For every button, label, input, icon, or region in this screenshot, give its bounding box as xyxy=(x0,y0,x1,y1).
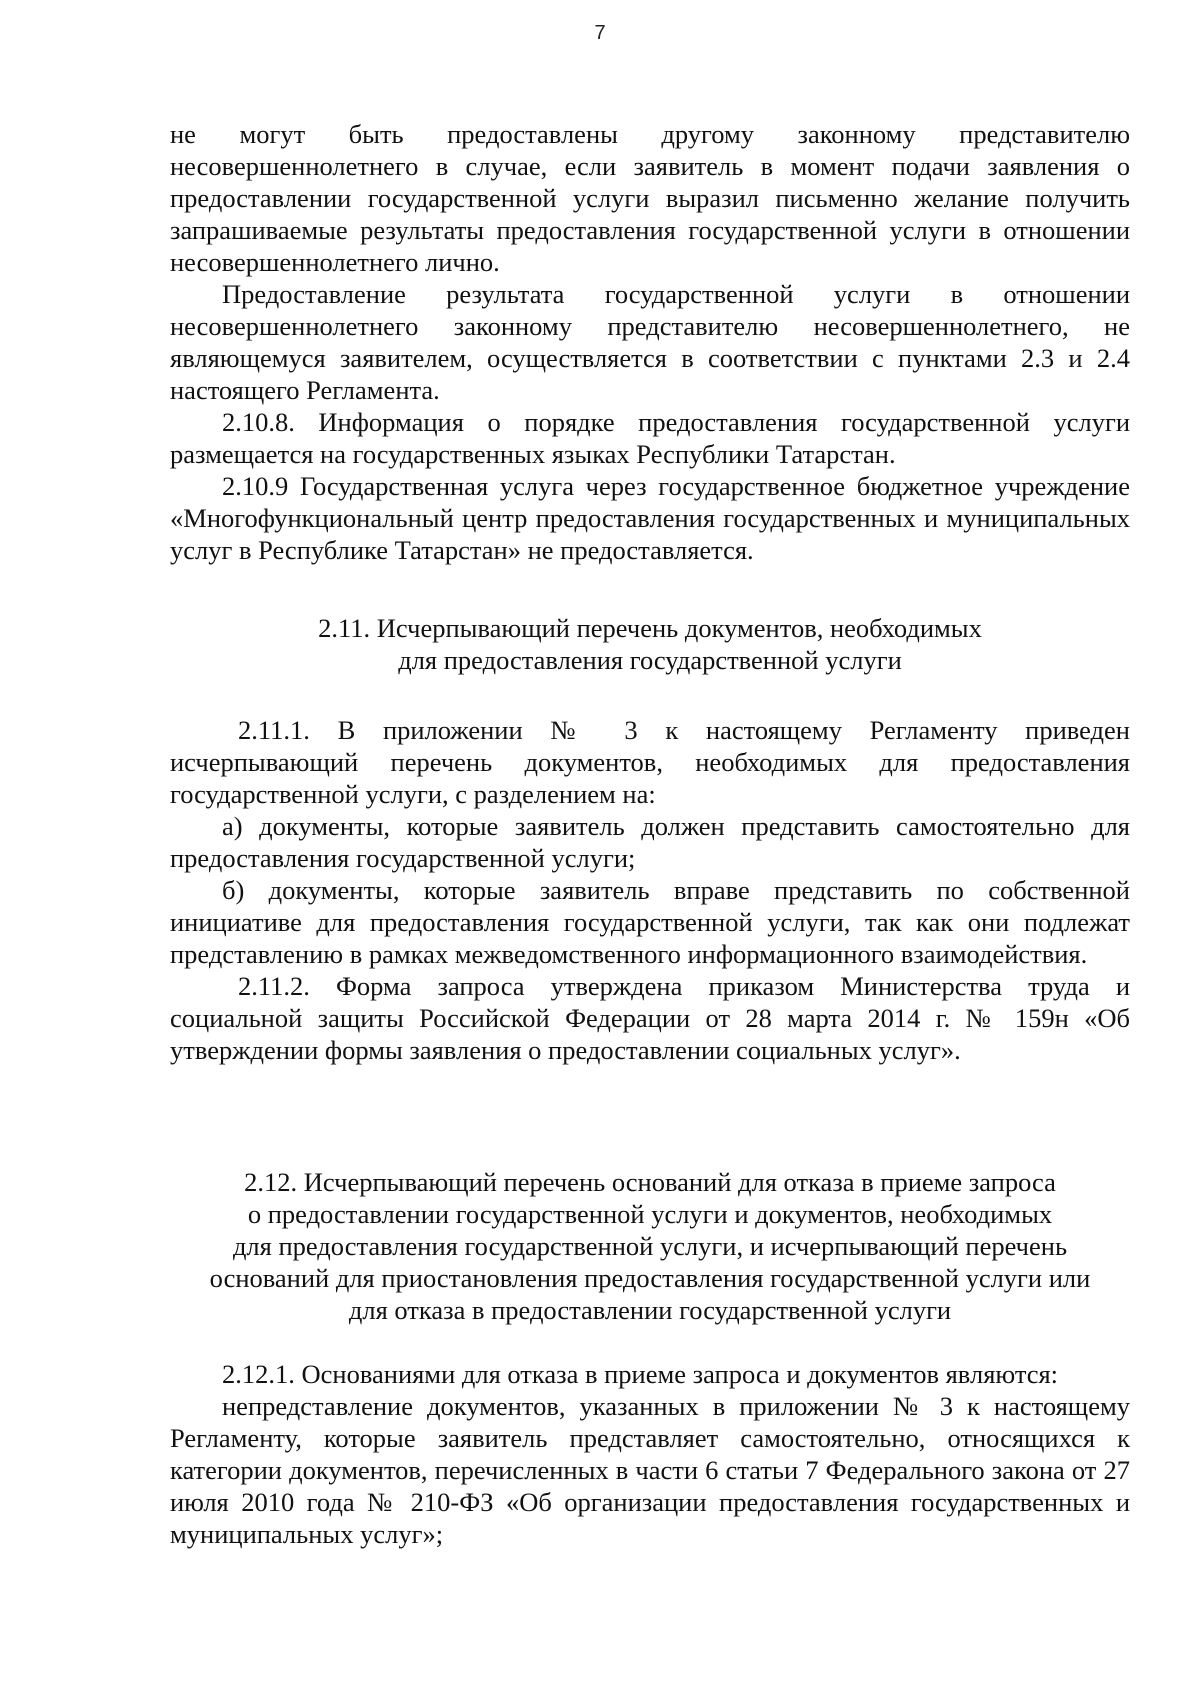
heading-line: 2.12. Исчерпывающий перечень оснований для отказа в приеме запроса xyxy=(244,1167,1056,1197)
heading-line: для предоставления государственной услуги, и исчерпывающий перечень xyxy=(232,1231,1068,1261)
text-block-2-11 xyxy=(170,714,1130,1066)
paragraph-2-12-1: 2.12.1. Основаниями для отказа в приеме запроса и документов являются: xyxy=(222,1359,1059,1389)
heading-line: для предоставления государственной услуги xyxy=(398,645,902,675)
text-block-2-12 xyxy=(170,1358,1130,1550)
paragraph-result-provision: Предоставление результата государственной услуги в отношении несовершеннолетнего законному представителю несовершеннолетнего, не являющемуся заявителем, осуществляется в соответствии с пунктами 2.3 и 2.4 настоящего Регламента. xyxy=(170,279,1130,405)
section-heading-2-12 xyxy=(170,1166,1130,1326)
heading-line: о предоставлении государственной услуги и документов, необходимых xyxy=(247,1199,1053,1229)
paragraph-item-b: б) документы, которые заявитель вправе представить по собственной инициативе для предоставления государственной услуги, так как они подлежат представлению в рамках межведомственного информационного взаимодействия. xyxy=(170,875,1130,969)
paragraph-2-10-9: 2.10.9 Государственная услуга через государственное бюджетное учреждение «Многофункциональный центр предоставления государственных и муниципальных услуг в Республике Татарстан» не предоставляется. xyxy=(170,471,1130,565)
text-block-2-10 xyxy=(170,118,1130,566)
paragraph-continuation: не могут быть предоставлены другому законному представителю несовершеннолетнего в случае, если заявитель в момент подачи заявления о предоставлении государственной услуги выразил письменно желание получить запрашиваемые результаты предоставления государственной услуги в отношении несовершеннолетнего лично. xyxy=(170,119,1130,277)
section-heading-2-11 xyxy=(170,612,1130,676)
paragraph-item-a: а) документы, которые заявитель должен представить самостоятельно для предоставления государственной услуги; xyxy=(170,811,1130,873)
paragraph-2-11-1: 2.11.1. В приложении № 3 к настоящему Регламенту приведен исчерпывающий перечень документов, необходимых для предоставления государственной услуги, с разделением на: xyxy=(170,715,1130,809)
heading-line: оснований для приостановления предоставления государственной услуги или xyxy=(209,1263,1091,1293)
heading-line: 2.11. Исчерпывающий перечень документов, необходимых xyxy=(318,613,982,643)
paragraph-2-10-8: 2.10.8. Информация о порядке предоставления государственной услуги размещается на государственных языках Республики Татарстан. xyxy=(170,407,1130,469)
heading-line: для отказа в предоставлении государственной услуги xyxy=(348,1295,952,1325)
page-number: 7 xyxy=(594,22,606,44)
paragraph-refusal-ground: непредставление документов, указанных в приложении № 3 к настоящему Регламенту, которые заявитель представляет самостоятельно, относящихся к категории документов, перечисленных в части 6 статьи 7 Федерального закона от 27 июля 2010 года № 210-ФЗ «Об организации предоставления государственных и муниципальных услуг»; xyxy=(170,1391,1130,1549)
paragraph-2-11-2: 2.11.2. Форма запроса утверждена приказом Министерства труда и социальной защиты Российской Федерации от 28 марта 2014 г. № 159н «Об утверждении формы заявления о предоставлении социальных услуг». xyxy=(170,971,1130,1065)
